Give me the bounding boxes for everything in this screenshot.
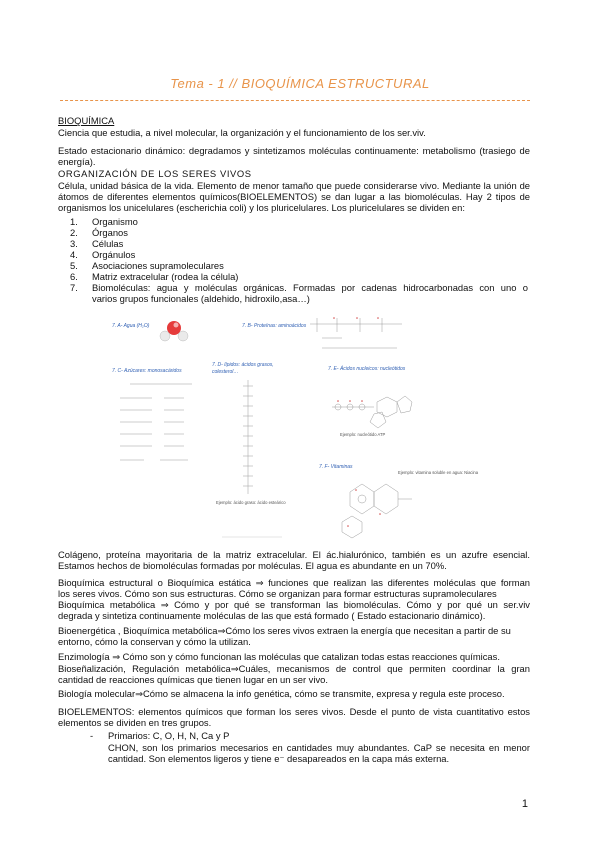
list-item: 3. Células (70, 238, 124, 249)
biologia-molecular-line: Biología molecular⇒Cómo se almacena la info genética, cómo se transmite, expresa y regula este proceso. (58, 688, 505, 699)
organizacion-line-2: átomos de diferentes elementos químicos(BIOELEMENTOS) se dan lugar a las biomoléculas. Hay 2 tipos de (58, 191, 530, 202)
bioseñalizacion-line-1: Bioseñalización, Regulación metabólica⇒Cuáles, mecanismos de control que permiten coordinar la gran (58, 663, 530, 674)
figure-label-nucleicos: 7. E- Ácidos nucleicos: nucleótidos (328, 366, 406, 372)
figure-label-agua: 7. A- Agua (H₂O) (112, 323, 150, 329)
biomolecules-figure (112, 312, 484, 544)
section-heading-organizacion: ORGANIZACIÓN DE LOS SERES VIVOS (58, 168, 252, 179)
vitamin-illustration (342, 484, 412, 538)
figure-label-vitaminas: 7. F- Vitaminas (319, 464, 353, 470)
colageno-line-2: Estamos hechos de biomoléculas formadas por moléculas. El agua es abundante en un 70%. (58, 560, 447, 571)
bioquimica-estructural-line-2: los seres vivos. Cómo son sus estructuras. Cómo se organizan para formar estructuras supramoleculares (58, 588, 497, 599)
primarios-bullet: - (90, 730, 94, 741)
list-item: 6. Matriz extracelular (rodea la célula) (70, 271, 239, 282)
bioenergetica-line-1: Bioenergética , Bioquímica metabólica⇒Cómo los seres vivos extraen la energía que necesitan a partir de su (58, 625, 511, 636)
list-item: 2. Órganos (70, 227, 128, 238)
list-item: 4. Orgánulos (70, 249, 136, 260)
page-title: Tema - 1 // BIOQUÍMICA ESTRUCTURAL (170, 76, 430, 91)
list-item-continuation: varios grupos funcionales (aldehido, hidroxilo,asa…) (92, 293, 310, 304)
chon-line-1: CHON, son los primarios mecesarios en cantidades muy abundantes. CaP se necesita en menor (108, 742, 530, 753)
section-heading-bioquimica: BIOQUÍMICA (58, 115, 115, 126)
figure-label-lipidos-1: 7. D- lípidos: ácidos grasos, (212, 362, 274, 368)
page-number: 1 (521, 798, 528, 810)
primarios-line: Primarios: C, O, H, N, Ca y P (108, 730, 230, 741)
list-item: 1. Organismo (70, 216, 138, 227)
bioquimica-metabolica-line-1: Bioquímica metabólica ⇒ Cómo y por qué se transforman las biomoléculas. Cómo y por qué un ser.viv (58, 599, 530, 610)
bioelementos-line-1: BIOELEMENTOS: elementos químicos que forman los seres vivos. Desde el punto de vista cuantitativo estos (58, 706, 530, 717)
organization-levels-list (58, 216, 528, 304)
figure-label-monosacaridos: 7. C- Azúcares: monosacáridos (112, 368, 182, 374)
organizacion-line-1: Célula, unidad básica de la vida. Elemento de menor tamaño que puede considerarse vivo. Mediante la unión de (58, 180, 530, 191)
bioseñalizacion-line-2: cantidad de reacciones químicas que tienen lugar en un ser vivo. (58, 674, 328, 685)
list-item: 5. Asociaciones supramoleculares (70, 260, 224, 271)
atp-illustration (332, 396, 412, 428)
caption-vitaminas: Ejemplo: vitamina soluble en agua: Niacina (398, 470, 479, 475)
chon-line-2: cantidad. Son elementos ligeros y tiene e⁻ desapareados en la capa más externa. (108, 753, 450, 764)
peptide-illustration (310, 318, 402, 348)
monosaccharide-illustration (120, 384, 192, 460)
estado-line-1: Estado estacionario dinámico: degradamos y sintetizamos moléculas continuamente: metabolismo (trasiego de (58, 145, 530, 156)
bioenergetica-line-2: entorno, cómo la conservan y cómo la utilizan. (58, 636, 251, 647)
colageno-line-1: Colágeno, proteína mayoritaria de la matriz extracelular. El ác.hialurónico, también es un azufre esencial. (58, 549, 530, 560)
fatty-acid-chain (243, 380, 253, 494)
organizacion-line-3: organismos los unicelulares (escherichia coli) y los pluricelulares. Los pluricelulares se dividen en: (58, 202, 465, 213)
bioquimica-metabolica-line-2: degrada y sintetiza continuamente moléculas de las que está formado ( Estado estacionario dinámico). (58, 610, 486, 621)
figure-label-lipidos-2: colesterol… (212, 369, 239, 375)
bioquimica-definition: Ciencia que estudia, a nivel molecular, la organización y el funcionamiento de los ser.viv. (58, 127, 426, 138)
bioelementos-line-2: elementos se dividen en tres grupos. (58, 717, 212, 728)
bioquimica-estructural-line-1: Bioquímica estructural o Bioquímica estática ⇒ funciones que realizan las diferentes moléculas que forman (58, 577, 530, 588)
figure-label-proteinas: 7. B- Proteínas: aminoácidos (242, 323, 307, 329)
title-divider (60, 100, 530, 101)
list-item: 7. Biomoléculas: agua y moléculas orgánicas. Formadas por cadenas hidrocarbonadas con uno o (70, 282, 528, 293)
water-molecule-illustration (160, 321, 188, 341)
enzimologia-line: Enzimología ⇒ Cómo son y cómo funcionan las moléculas que catalizan todas estas reacciones químicas. (58, 651, 500, 662)
caption-atp: Ejemplo: nucleótido ATP (340, 432, 386, 437)
estado-line-2: energía). (58, 156, 96, 167)
caption-acido-graso: Ejemplo: ácido graso: ácido esteárico (216, 500, 286, 505)
